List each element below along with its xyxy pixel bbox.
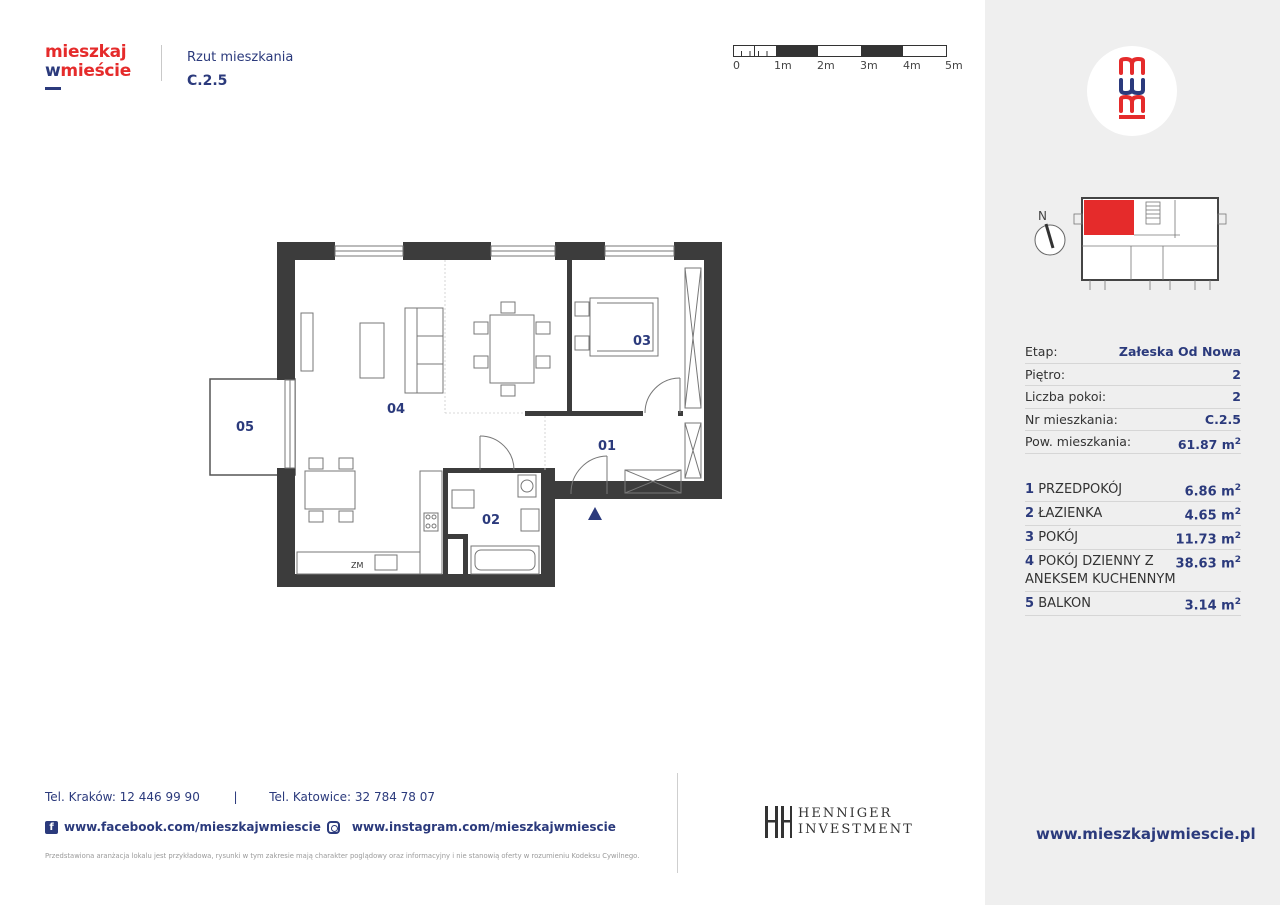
highlighted-apartment — [1084, 200, 1134, 235]
room-title: BALKON — [1038, 596, 1092, 611]
entrance-arrow-icon — [588, 507, 602, 520]
room-area-value: 11.73 m — [1175, 532, 1235, 547]
room-area-sup: 2 — [1234, 596, 1241, 607]
room-area-sup: 2 — [1234, 506, 1241, 517]
info-value: 2 — [1232, 366, 1241, 382]
doors — [480, 378, 680, 494]
room-area-sup: 2 — [1234, 482, 1241, 493]
header-divider — [161, 45, 162, 81]
room-02-label[interactable]: 02 — [482, 513, 501, 528]
room-row[interactable] — [1025, 502, 1241, 526]
floor-divisions — [445, 260, 545, 470]
info-value — [1178, 431, 1241, 453]
interior-walls — [443, 260, 704, 586]
brand-logo[interactable] — [45, 43, 131, 81]
room-04-label[interactable]: 04 — [387, 402, 406, 417]
partner-line2: INVESTMENT — [798, 822, 914, 837]
room-area-value: 4.65 m — [1184, 508, 1235, 523]
apartment-info-table — [1025, 341, 1241, 454]
facebook-link[interactable]: www.facebook.com/mieszkajwmiescie — [64, 820, 321, 834]
room-area-list — [1025, 478, 1241, 616]
room-title: POKÓJ — [1038, 530, 1079, 545]
room-number: 4 — [1025, 554, 1035, 569]
info-label: Pow. mieszkania: — [1025, 434, 1132, 449]
info-value: C.2.5 — [1204, 411, 1241, 427]
logo-line2-wrap — [45, 62, 131, 81]
tel-separator: | — [233, 790, 238, 804]
room-row[interactable] — [1025, 550, 1241, 592]
contact-phones — [45, 790, 435, 804]
room-05-label[interactable]: 05 — [236, 420, 255, 435]
room-number: 5 — [1025, 596, 1035, 611]
room-name — [1025, 553, 1176, 589]
windows — [285, 246, 674, 468]
room-row[interactable] — [1025, 526, 1241, 550]
mwm-logo-icon — [1118, 56, 1146, 120]
partner-line1: HENNIGER — [798, 806, 893, 821]
henniger-logo-icon — [763, 804, 793, 840]
building-key-plan[interactable] — [1020, 190, 1230, 295]
room-title-line2: ANEKSEM KUCHENNYM — [1025, 572, 1176, 587]
furniture — [297, 268, 701, 574]
instagram-icon — [327, 821, 340, 834]
scale-label-0: 0 — [733, 59, 740, 72]
room-area-sup: 2 — [1234, 530, 1241, 541]
room-area-value: 6.86 m — [1184, 484, 1235, 499]
room-area-value: 3.14 m — [1184, 598, 1235, 613]
info-row — [1025, 431, 1241, 454]
compass-letter: N — [1038, 209, 1047, 223]
tel-katowice[interactable]: Tel. Katowice: 32 784 78 07 — [269, 790, 436, 804]
facebook-icon: f — [45, 821, 58, 834]
room-01-label[interactable]: 01 — [598, 439, 617, 454]
scale-bar — [733, 45, 948, 59]
room-area-sup: 2 — [1234, 555, 1241, 565]
room-name — [1025, 595, 1091, 613]
info-row — [1025, 386, 1241, 409]
scale-label-3: 3m — [860, 59, 878, 72]
scale-label-5: 5m — [945, 59, 963, 72]
total-area: 61.87 m — [1177, 437, 1235, 453]
scale-labels — [733, 59, 973, 73]
logo-line1: mieszkaj — [45, 42, 127, 62]
partner-name — [798, 806, 914, 838]
logo-line2: mieście — [60, 61, 131, 81]
room-area-value: 38.63 m — [1175, 556, 1235, 572]
room-number: 2 — [1025, 506, 1035, 521]
room-name — [1025, 505, 1102, 523]
legal-disclaimer: Przedstawiona aranżacja lokalu jest przykładowa, rysunki w tym zakresie mają charakter poglądowy oraz informacyjny i nie stanowią oferty w rozumieniu Kodeksu Cywilnego. — [45, 852, 640, 860]
social-links — [45, 820, 616, 834]
room-area — [1185, 597, 1241, 613]
floor-plan[interactable] — [205, 238, 725, 593]
room-title: ŁAZIENKA — [1038, 506, 1103, 521]
info-value: 2 — [1232, 389, 1241, 404]
info-label: Piętro: — [1025, 366, 1066, 382]
info-label: Liczba pokoi: — [1025, 389, 1107, 404]
room-area — [1185, 483, 1241, 499]
footer-divider — [677, 773, 678, 873]
room-area — [1176, 531, 1241, 547]
room-title: PRZEDPOKÓJ — [1038, 482, 1123, 497]
scale-label-1: 1m — [774, 59, 792, 72]
room-name — [1025, 481, 1122, 499]
room-number: 1 — [1025, 482, 1035, 497]
apartment-code: C.2.5 — [187, 73, 228, 89]
room-03-label[interactable]: 03 — [633, 334, 652, 349]
scale-label-4: 4m — [903, 59, 921, 72]
info-row — [1025, 409, 1241, 432]
instagram-link[interactable]: www.instagram.com/mieszkajwmiescie — [351, 820, 616, 834]
website-link[interactable]: www.mieszkajwmiescie.pl — [1036, 825, 1256, 843]
info-row — [1025, 341, 1241, 364]
tel-krakow[interactable]: Tel. Kraków: 12 446 99 90 — [45, 790, 200, 804]
info-value: Załeska Od Nowa — [1118, 344, 1241, 359]
room-row[interactable] — [1025, 592, 1241, 616]
room-number: 3 — [1025, 530, 1035, 545]
fixture-zm: ZM — [351, 561, 364, 570]
info-label: Nr mieszkania: — [1025, 411, 1118, 427]
logo-underline — [45, 87, 61, 90]
exterior-walls — [277, 242, 722, 587]
room-name — [1025, 529, 1078, 547]
page-subtitle: Rzut mieszkania — [187, 50, 294, 65]
area-unit-sup: 2 — [1234, 437, 1241, 447]
room-area — [1185, 507, 1241, 523]
room-row[interactable] — [1025, 478, 1241, 502]
info-row — [1025, 364, 1241, 387]
room-title: POKÓJ DZIENNY Z — [1038, 554, 1154, 569]
scale-label-2: 2m — [817, 59, 835, 72]
room-area — [1176, 555, 1241, 571]
info-label: Etap: — [1025, 344, 1058, 359]
logo-w: w — [45, 61, 61, 81]
